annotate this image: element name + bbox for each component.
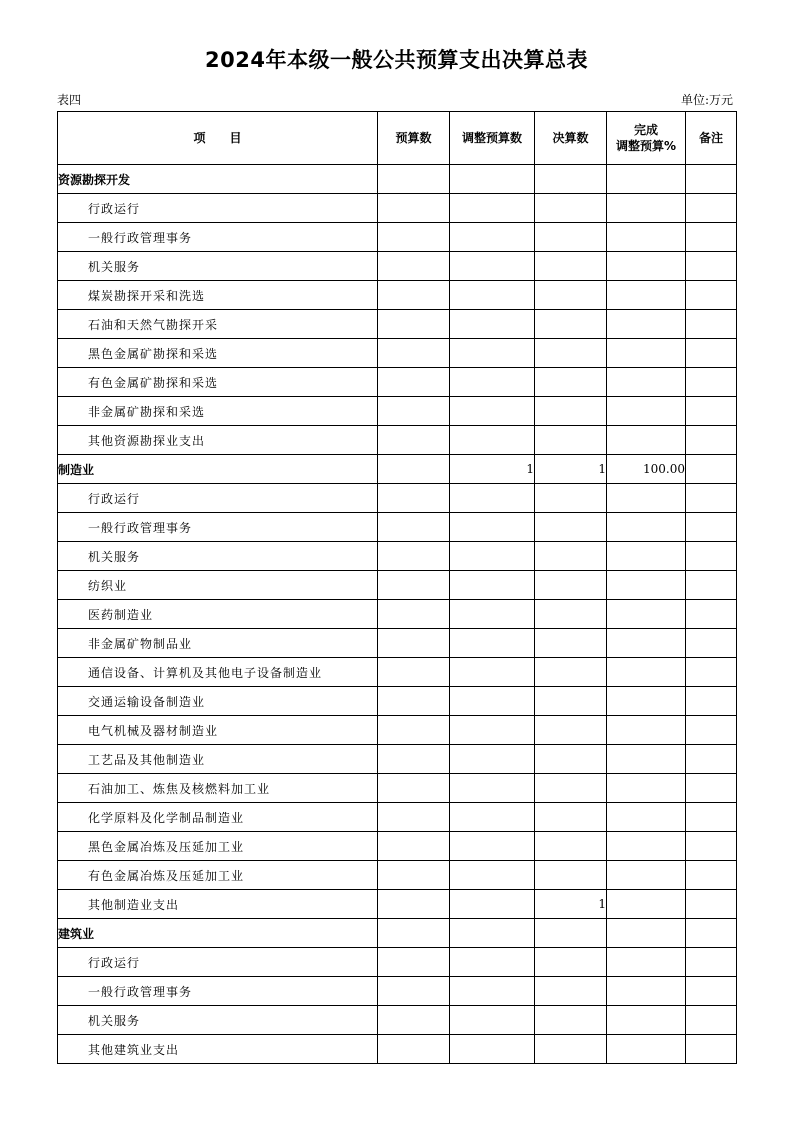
table-code: 表四 <box>57 93 82 107</box>
cell-adjusted-budget <box>450 281 535 310</box>
cell-budget <box>378 165 450 194</box>
cell-note <box>686 165 737 194</box>
cell-completion-rate <box>607 339 686 368</box>
cell-completion-rate <box>607 919 686 948</box>
cell-name: 资源勘探开发 <box>58 165 378 194</box>
table-row <box>58 281 737 310</box>
cell-adjusted-budget <box>450 1035 535 1064</box>
cell-adjusted-budget <box>450 484 535 513</box>
cell-adjusted-budget <box>450 513 535 542</box>
cell-name: 煤炭勘探开采和洗选 <box>58 281 378 310</box>
cell-final <box>535 252 607 281</box>
cell-name: 制造业 <box>58 455 378 484</box>
cell-note <box>686 571 737 600</box>
cell-budget <box>378 687 450 716</box>
table-row <box>58 716 737 745</box>
cell-note <box>686 687 737 716</box>
cell-note <box>686 397 737 426</box>
cell-budget <box>378 977 450 1006</box>
unit-label: 单位:万元 <box>680 93 733 107</box>
cell-completion-rate <box>607 745 686 774</box>
cell-final <box>535 977 607 1006</box>
cell-name: 有色金属冶炼及压延加工业 <box>58 861 378 890</box>
cell-note <box>686 774 737 803</box>
table-header-row <box>58 112 737 165</box>
cell-adjusted-budget <box>450 629 535 658</box>
cell-adjusted-budget <box>450 252 535 281</box>
header-budget: 预算数 <box>378 112 450 165</box>
table-row <box>58 252 737 281</box>
cell-final <box>535 629 607 658</box>
expenditure-table <box>57 111 737 1064</box>
cell-completion-rate <box>607 716 686 745</box>
header-note: 备注 <box>686 112 737 165</box>
cell-adjusted-budget <box>450 745 535 774</box>
table-row <box>58 542 737 571</box>
table-row <box>58 861 737 890</box>
cell-adjusted-budget <box>450 368 535 397</box>
cell-budget <box>378 803 450 832</box>
cell-name: 其他资源勘探业支出 <box>58 426 378 455</box>
cell-name: 化学原料及化学制品制造业 <box>58 803 378 832</box>
cell-note <box>686 890 737 919</box>
cell-final <box>535 194 607 223</box>
cell-final <box>535 513 607 542</box>
cell-completion-rate <box>607 310 686 339</box>
cell-final <box>535 745 607 774</box>
cell-final <box>535 774 607 803</box>
cell-final <box>535 716 607 745</box>
cell-budget <box>378 368 450 397</box>
cell-budget <box>378 1006 450 1035</box>
cell-final <box>535 687 607 716</box>
cell-name: 一般行政管理事务 <box>58 977 378 1006</box>
cell-adjusted-budget <box>450 658 535 687</box>
cell-final <box>535 803 607 832</box>
cell-budget <box>378 252 450 281</box>
cell-budget <box>378 194 450 223</box>
cell-note <box>686 310 737 339</box>
table-row <box>58 484 737 513</box>
cell-completion-rate <box>607 281 686 310</box>
cell-budget <box>378 310 450 339</box>
cell-note <box>686 919 737 948</box>
cell-completion-rate <box>607 890 686 919</box>
cell-budget <box>378 832 450 861</box>
table-row <box>58 803 737 832</box>
cell-note <box>686 1035 737 1064</box>
cell-name: 一般行政管理事务 <box>58 513 378 542</box>
cell-name: 其他建筑业支出 <box>58 1035 378 1064</box>
cell-final <box>535 281 607 310</box>
category-row <box>58 455 737 484</box>
cell-completion-rate <box>607 1006 686 1035</box>
cell-final <box>535 919 607 948</box>
table-row <box>58 600 737 629</box>
cell-final <box>535 571 607 600</box>
table-row <box>58 194 737 223</box>
cell-name: 非金属矿勘探和采选 <box>58 397 378 426</box>
cell-final <box>535 165 607 194</box>
cell-name: 机关服务 <box>58 542 378 571</box>
cell-completion-rate <box>607 484 686 513</box>
cell-adjusted-budget <box>450 165 535 194</box>
header-adjusted-budget: 调整预算数 <box>450 112 535 165</box>
cell-note <box>686 803 737 832</box>
table-row <box>58 397 737 426</box>
cell-adjusted-budget <box>450 948 535 977</box>
cell-budget <box>378 716 450 745</box>
cell-adjusted-budget <box>450 687 535 716</box>
cell-adjusted-budget <box>450 716 535 745</box>
cell-completion-rate <box>607 977 686 1006</box>
cell-note <box>686 716 737 745</box>
cell-note <box>686 948 737 977</box>
cell-budget <box>378 542 450 571</box>
cell-completion-rate <box>607 368 686 397</box>
cell-budget <box>378 455 450 484</box>
cell-budget <box>378 948 450 977</box>
cell-final: 1 <box>535 890 607 919</box>
table-row <box>58 629 737 658</box>
cell-name: 医药制造业 <box>58 600 378 629</box>
cell-completion-rate <box>607 629 686 658</box>
cell-name: 建筑业 <box>58 919 378 948</box>
cell-budget <box>378 1035 450 1064</box>
cell-adjusted-budget <box>450 890 535 919</box>
cell-name: 行政运行 <box>58 948 378 977</box>
cell-budget <box>378 397 450 426</box>
cell-name: 交通运输设备制造业 <box>58 687 378 716</box>
cell-note <box>686 223 737 252</box>
cell-budget <box>378 919 450 948</box>
table-row <box>58 1006 737 1035</box>
cell-budget <box>378 861 450 890</box>
cell-name: 非金属矿物制品业 <box>58 629 378 658</box>
header-final: 决算数 <box>535 112 607 165</box>
cell-final <box>535 1006 607 1035</box>
cell-note <box>686 745 737 774</box>
table-row <box>58 1035 737 1064</box>
cell-final <box>535 484 607 513</box>
cell-final <box>535 658 607 687</box>
table-row <box>58 977 737 1006</box>
cell-note <box>686 658 737 687</box>
cell-name: 石油加工、炼焦及核燃料加工业 <box>58 774 378 803</box>
cell-note <box>686 832 737 861</box>
table-body <box>58 165 737 1064</box>
cell-completion-rate <box>607 658 686 687</box>
cell-budget <box>378 745 450 774</box>
cell-adjusted-budget <box>450 223 535 252</box>
category-row <box>58 919 737 948</box>
table-row <box>58 513 737 542</box>
cell-final <box>535 368 607 397</box>
cell-note <box>686 484 737 513</box>
cell-adjusted-budget <box>450 339 535 368</box>
cell-note <box>686 861 737 890</box>
cell-completion-rate <box>607 600 686 629</box>
cell-budget <box>378 339 450 368</box>
cell-budget <box>378 426 450 455</box>
cell-budget <box>378 629 450 658</box>
cell-note <box>686 629 737 658</box>
cell-name: 石油和天然气勘探开采 <box>58 310 378 339</box>
cell-final <box>535 861 607 890</box>
cell-budget <box>378 600 450 629</box>
table-row <box>58 890 737 919</box>
cell-note <box>686 368 737 397</box>
cell-budget <box>378 513 450 542</box>
cell-adjusted-budget <box>450 426 535 455</box>
table-row <box>58 426 737 455</box>
table-row <box>58 948 737 977</box>
page-title: 2024年本级一般公共预算支出决算总表 <box>205 48 588 72</box>
cell-name: 机关服务 <box>58 1006 378 1035</box>
cell-adjusted-budget <box>450 397 535 426</box>
cell-final <box>535 310 607 339</box>
cell-final <box>535 426 607 455</box>
cell-note <box>686 1006 737 1035</box>
cell-adjusted-budget <box>450 542 535 571</box>
cell-adjusted-budget <box>450 1006 535 1035</box>
cell-budget <box>378 223 450 252</box>
cell-note <box>686 339 737 368</box>
table-row <box>58 368 737 397</box>
cell-note <box>686 252 737 281</box>
cell-final <box>535 832 607 861</box>
cell-final <box>535 397 607 426</box>
cell-completion-rate <box>607 426 686 455</box>
cell-completion-rate <box>607 252 686 281</box>
cell-name: 电气机械及器材制造业 <box>58 716 378 745</box>
cell-budget <box>378 281 450 310</box>
header-completion <box>607 112 686 165</box>
cell-name: 纺织业 <box>58 571 378 600</box>
cell-name: 通信设备、计算机及其他电子设备制造业 <box>58 658 378 687</box>
cell-final <box>535 223 607 252</box>
cell-adjusted-budget <box>450 774 535 803</box>
cell-completion-rate <box>607 832 686 861</box>
cell-adjusted-budget <box>450 600 535 629</box>
cell-adjusted-budget <box>450 861 535 890</box>
category-row <box>58 165 737 194</box>
cell-final <box>535 542 607 571</box>
cell-name: 行政运行 <box>58 484 378 513</box>
cell-final <box>535 948 607 977</box>
cell-budget <box>378 658 450 687</box>
header-completion-line1: 完成 <box>633 123 658 137</box>
cell-adjusted-budget: 1 <box>450 455 535 484</box>
header-item: 项 目 <box>58 112 378 165</box>
cell-note <box>686 426 737 455</box>
cell-final <box>535 1035 607 1064</box>
table-row <box>58 832 737 861</box>
cell-completion-rate <box>607 571 686 600</box>
cell-completion-rate <box>607 774 686 803</box>
table-row <box>58 687 737 716</box>
cell-adjusted-budget <box>450 310 535 339</box>
cell-name: 有色金属矿勘探和采选 <box>58 368 378 397</box>
cell-adjusted-budget <box>450 803 535 832</box>
table-row <box>58 658 737 687</box>
cell-final <box>535 600 607 629</box>
cell-note <box>686 513 737 542</box>
cell-adjusted-budget <box>450 194 535 223</box>
cell-name: 黑色金属矿勘探和采选 <box>58 339 378 368</box>
table-row <box>58 745 737 774</box>
cell-budget <box>378 890 450 919</box>
table-row <box>58 310 737 339</box>
cell-completion-rate <box>607 687 686 716</box>
cell-name: 一般行政管理事务 <box>58 223 378 252</box>
cell-name: 机关服务 <box>58 252 378 281</box>
cell-note <box>686 977 737 1006</box>
cell-adjusted-budget <box>450 571 535 600</box>
cell-note <box>686 542 737 571</box>
cell-note <box>686 600 737 629</box>
cell-completion-rate <box>607 513 686 542</box>
table-row <box>58 339 737 368</box>
cell-final <box>535 339 607 368</box>
cell-completion-rate <box>607 223 686 252</box>
table-row <box>58 223 737 252</box>
cell-completion-rate <box>607 1035 686 1064</box>
cell-name: 工艺品及其他制造业 <box>58 745 378 774</box>
cell-budget <box>378 484 450 513</box>
cell-completion-rate <box>607 861 686 890</box>
cell-adjusted-budget <box>450 919 535 948</box>
table-row <box>58 571 737 600</box>
cell-completion-rate <box>607 948 686 977</box>
cell-note <box>686 455 737 484</box>
cell-note <box>686 281 737 310</box>
cell-adjusted-budget <box>450 832 535 861</box>
cell-name: 行政运行 <box>58 194 378 223</box>
table-row <box>58 774 737 803</box>
cell-completion-rate <box>607 542 686 571</box>
cell-budget <box>378 571 450 600</box>
header-completion-line2: 调整预算% <box>615 139 677 153</box>
cell-final: 1 <box>535 455 607 484</box>
cell-name: 黑色金属冶炼及压延加工业 <box>58 832 378 861</box>
cell-completion-rate <box>607 397 686 426</box>
cell-completion-rate: 100.00 <box>607 455 686 484</box>
cell-completion-rate <box>607 165 686 194</box>
cell-name: 其他制造业支出 <box>58 890 378 919</box>
cell-note <box>686 194 737 223</box>
cell-budget <box>378 774 450 803</box>
cell-completion-rate <box>607 194 686 223</box>
cell-completion-rate <box>607 803 686 832</box>
cell-adjusted-budget <box>450 977 535 1006</box>
